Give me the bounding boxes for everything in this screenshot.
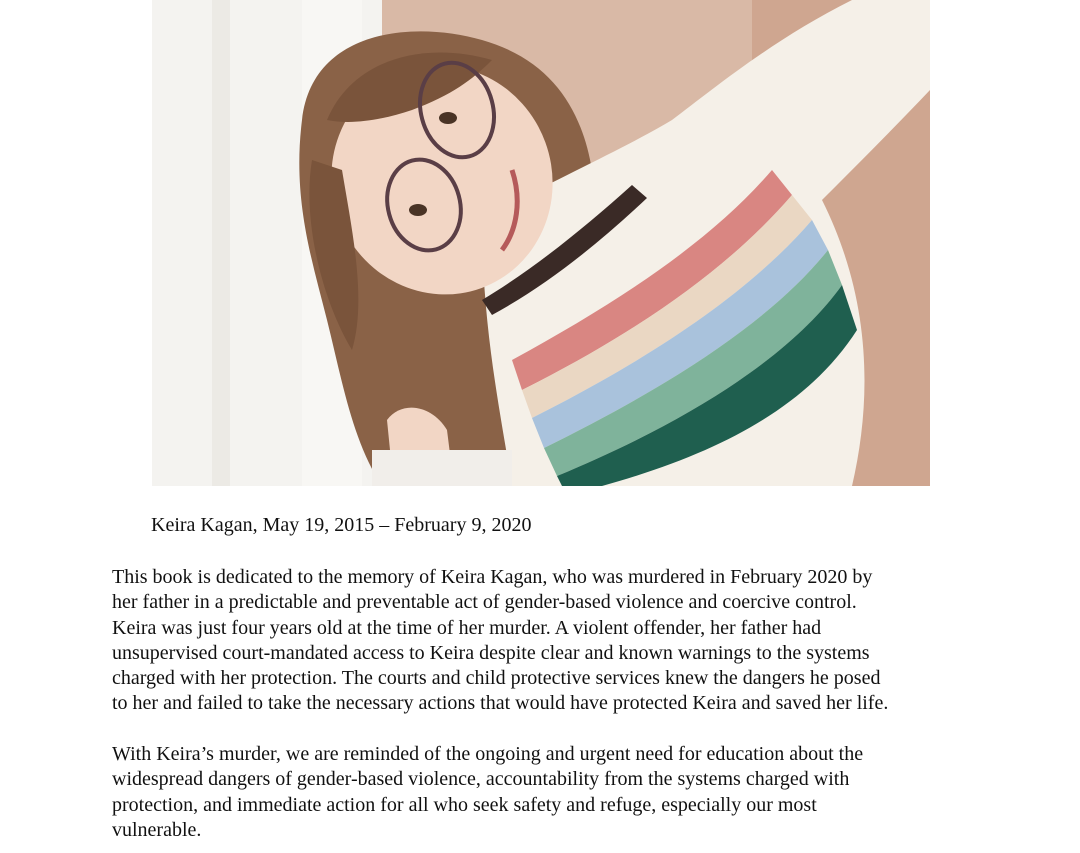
dedication-photo xyxy=(152,0,930,486)
paragraph-line: protection, and immediate action for all who seek safety and refuge, especially our most xyxy=(112,793,817,816)
paragraph-line: vulnerable. xyxy=(112,818,202,841)
dedication-paragraph-1 xyxy=(112,565,992,717)
paragraph-line: her father in a predictable and preventable act of gender-based violence and coercive control. xyxy=(112,591,857,614)
dedication-paragraph-2 xyxy=(112,742,992,843)
paragraph-line: This book is dedicated to the memory of Keira Kagan, who was murdered in February 2020 by xyxy=(112,566,873,588)
paragraph-line: widespread dangers of gender-based violence, accountability from the systems charged with xyxy=(112,768,850,791)
paragraph-line: unsupervised court-mandated access to Keira despite clear and known warnings to the systems xyxy=(112,641,870,664)
paragraph-line: Keira was just four years old at the time of her murder. A violent offender, her father had xyxy=(112,616,822,639)
paragraph-line: With Keira’s murder, we are reminded of the ongoing and urgent need for education about the xyxy=(112,743,864,765)
paragraph-line: to her and failed to take the necessary actions that would have protected Keira and saved her life. xyxy=(112,692,889,715)
photo-caption: Keira Kagan, May 19, 2015 – February 9, 2020 xyxy=(151,514,532,536)
girl-portrait-illustration xyxy=(152,0,930,486)
paragraph-line: charged with her protection. The courts and child protective services knew the dangers he posed xyxy=(112,667,881,690)
